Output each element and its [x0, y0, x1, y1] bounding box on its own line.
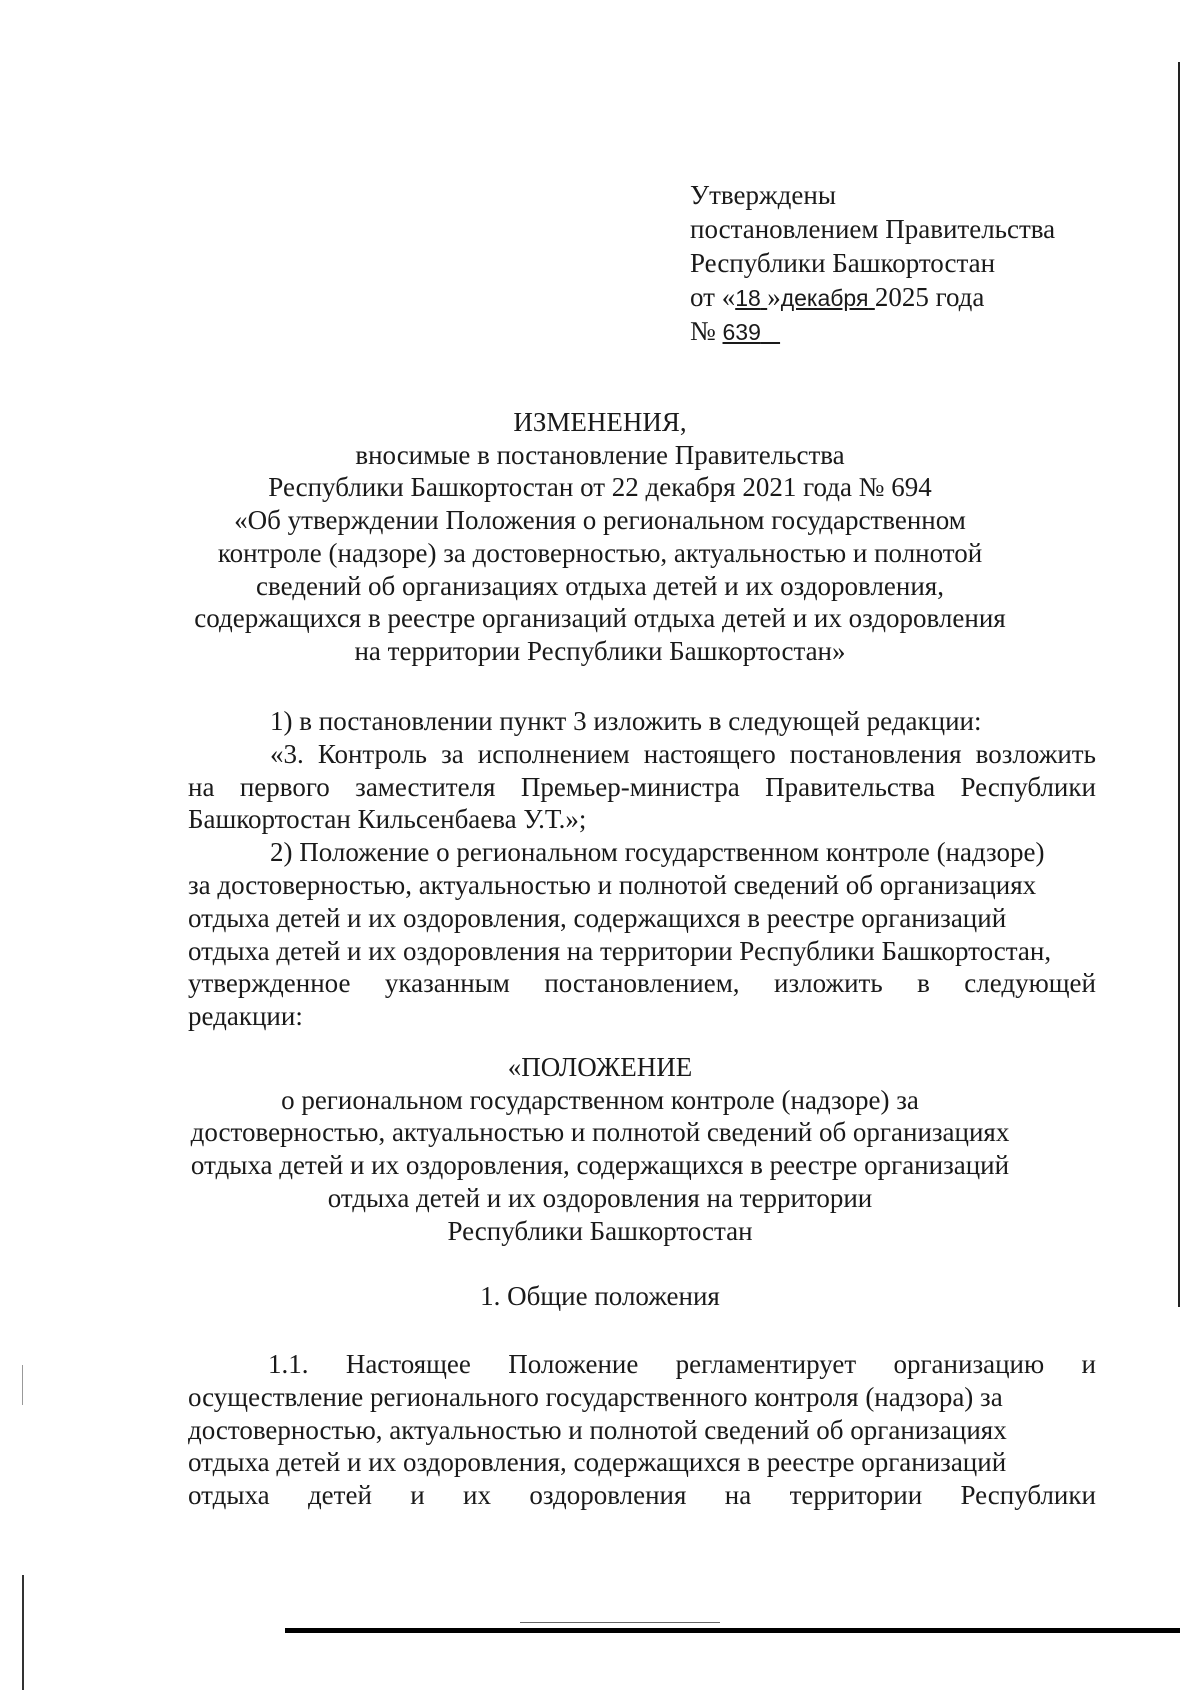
title-line: содержащихся в реестре организаций отдыха детей и их оздоровления	[194, 603, 1006, 634]
amendment-item-2-line: 2) Положение о региональном государственном контроле (надзоре)	[270, 837, 1045, 868]
title-line: вносимые в постановление Правительства	[355, 439, 845, 470]
regulation-title-line: отдыха детей и их оздоровления на территории	[327, 1182, 873, 1213]
approval-number: № 639	[690, 316, 761, 346]
regulation-title: «ПОЛОЖЕНИЕ	[507, 1052, 693, 1082]
regulation-title-line: Республики Башкортостан	[447, 1215, 753, 1246]
amendment-item-2-line: редакции:	[188, 1001, 303, 1032]
regulation-title-line: достоверностью, актуальностью и полнотой сведений об организациях	[190, 1117, 1010, 1148]
title-line: на территории Республики Башкортостан»	[354, 635, 846, 666]
section-heading	[0, 1280, 1200, 1313]
regulation-title-line: о региональном государственном контроле (надзоре) за	[281, 1084, 919, 1115]
section-title: 1. Общие положения	[480, 1281, 720, 1311]
regulation-heading	[0, 1051, 1200, 1247]
scan-bottom-line-thin	[520, 1622, 720, 1623]
approval-block	[690, 178, 1055, 348]
amendment-item-1: 1) в постановлении пункт 3 изложить в следующей редакции:	[270, 706, 982, 736]
amendment-item-2-line: отдыха детей и их оздоровления на территории Республики Башкортостан,	[188, 935, 1052, 966]
changes-heading	[0, 406, 1200, 668]
approval-line: Республики Башкортостан	[690, 248, 996, 278]
scan-edge-left-bottom	[22, 1575, 24, 1690]
amendment-quote-line: «3. Контроль за исполнением настоящего постановления возложить	[270, 738, 1096, 769]
scan-edge-left-top	[22, 1365, 23, 1405]
amendment-item-2-line: утвержденное указанным постановлением, изложить в следующей	[188, 968, 1096, 999]
clause-line: 1.1. Настоящее Положение регламентирует организацию и	[268, 1349, 1096, 1379]
date-day: 18	[735, 285, 761, 311]
approval-line: постановлением Правительства	[690, 214, 1056, 244]
clause-line: отдыха детей и их оздоровления, содержащихся в реестре организаций	[188, 1447, 1007, 1478]
title-line: Республики Башкортостан от 22 декабря 2021 года № 694	[268, 472, 932, 503]
document-number: 639	[722, 319, 761, 345]
date-month: декабря	[780, 285, 869, 311]
clause-line: достоверностью, актуальностью и полнотой сведений об организациях	[188, 1414, 1007, 1445]
amendment-item-2-line: за достоверностью, актуальностью и полнотой сведений об организациях	[188, 869, 1037, 900]
approval-date: от «18 »декабря 2025 года	[690, 282, 985, 312]
clause-line: осуществление регионального государственного контроля (надзора) за	[188, 1381, 1003, 1412]
title-line: контроле (надзоре) за достоверностью, актуальностью и полнотой	[217, 537, 983, 568]
amendments-body	[188, 705, 1096, 1033]
title-line: «Об утверждении Положения о региональном государственном	[234, 505, 966, 536]
clause-line: отдыха детей и их оздоровления на территории Республики	[188, 1480, 1096, 1511]
title-line: сведений об организациях отдыха детей и их оздоровления,	[256, 570, 944, 601]
amendment-quote-line: Башкортостан Кильсенбаева У.Т.»;	[188, 804, 587, 835]
clause-1-1	[188, 1348, 1096, 1512]
scan-bottom-line	[285, 1628, 1180, 1633]
amendment-quote-line: на первого заместителя Премьер-министра Правительства Республики	[188, 771, 1096, 802]
approval-line: Утверждены	[690, 180, 836, 210]
regulation-title-line: отдыха детей и их оздоровления, содержащихся в реестре организаций	[190, 1150, 1010, 1181]
document-title: ИЗМЕНЕНИЯ,	[513, 407, 687, 437]
amendment-item-2-line: отдыха детей и их оздоровления, содержащихся в реестре организаций	[188, 902, 1007, 933]
